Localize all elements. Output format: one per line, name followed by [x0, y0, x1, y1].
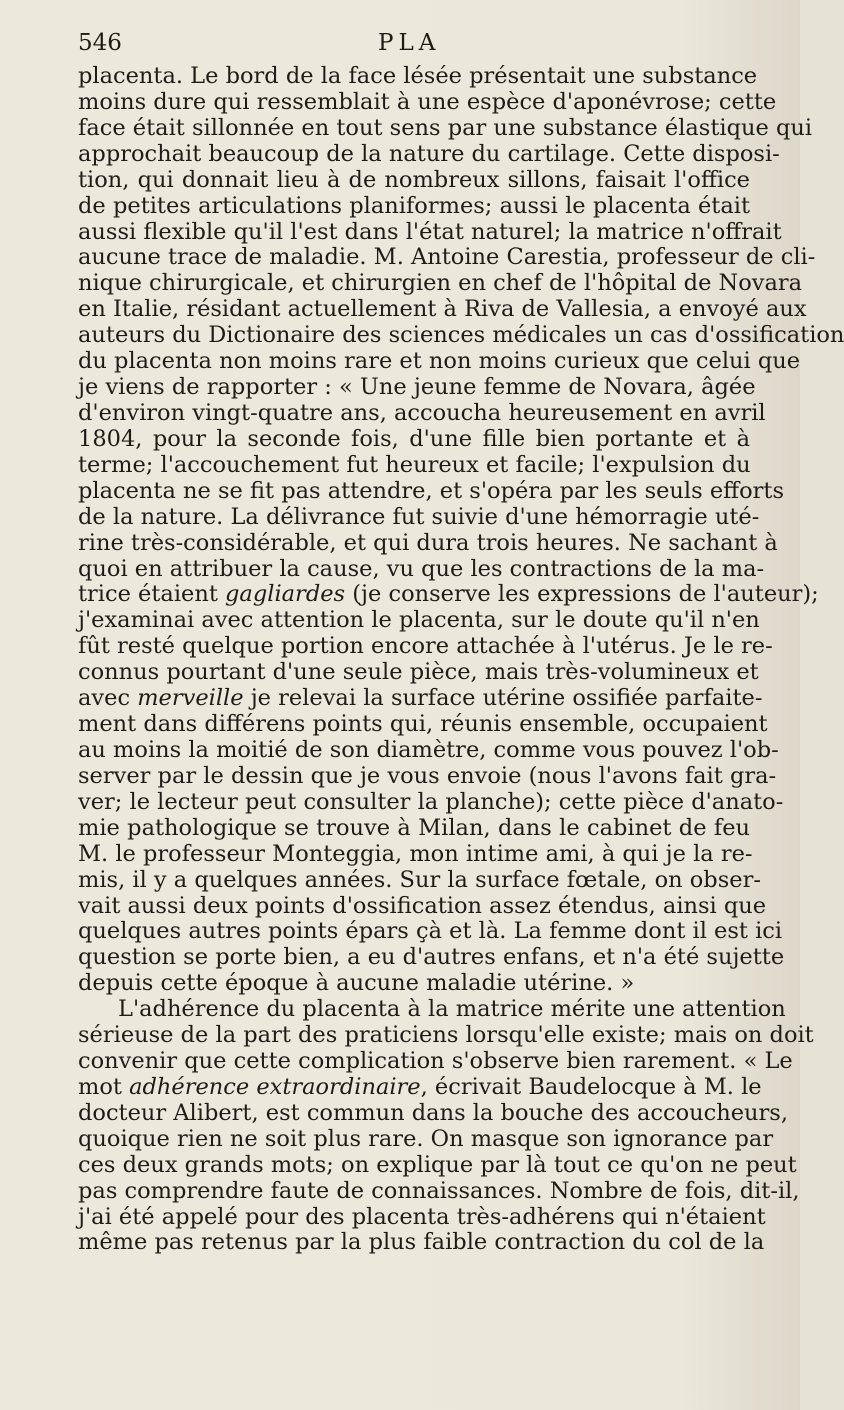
text-line: quelques autres points épars çà et là. La femme dont il est ici [78, 918, 783, 945]
text-line: aussi flexible qu'il l'est dans l'état naturel; la matrice n'offrait [78, 218, 782, 245]
text-line: approchait beaucoup de la nature du cartilage. Cette disposi- [78, 140, 780, 167]
text-line: quoi en attribuer la cause, vu que les contractions de la ma- [78, 555, 765, 582]
text-line: pas comprendre faute de connaissances. Nombre de fois, dit-il, [78, 1177, 800, 1204]
text-line: sérieuse de la part des praticiens lorsqu'elle existe; mais on doit [78, 1022, 814, 1049]
text-line: de la nature. La délivrance fut suivie d'une hémorragie uté- [78, 503, 760, 530]
text-segment: avec [78, 685, 138, 712]
text-line: placenta. Le bord de la face lésée présentait une substance [78, 63, 758, 89]
text-line: 1804, pour la seconde fois, d'une fille bien portante et à [78, 425, 750, 452]
text-line: depuis cette époque à aucune maladie utérine. » [78, 970, 635, 997]
text-line: j'examinai avec attention le placenta, sur le doute qu'il n'en [78, 607, 760, 634]
text-line [78, 581, 819, 608]
text-line: L'adhérence du placenta à la matrice mérite une attention [118, 996, 786, 1023]
text-line: en Italie, résidant actuellement à Riva de Vallesia, a envoyé aux [78, 296, 807, 323]
running-head [78, 30, 750, 64]
text-line: server par le dessin que je vous envoie (nous l'avons fait gra- [78, 762, 777, 789]
italic-phrase: adhérence extraordinaire [129, 1073, 421, 1100]
text-line: mis, il y a quelques années. Sur la surface fœtale, on obser- [78, 866, 761, 893]
text-line: docteur Alibert, est commun dans la bouche des accoucheurs, [78, 1099, 788, 1126]
text-line [78, 1073, 762, 1101]
text-line: quoique rien ne soit plus rare. On masque son ignorance par [78, 1125, 774, 1152]
text-line: de petites articulations planiformes; aussi le placenta était [78, 192, 750, 219]
text-line: tion, qui donnait lieu à de nombreux sillons, faisait l'office [78, 166, 750, 193]
text-segment: (je conserve les expressions de l'auteur); [345, 581, 819, 608]
text-segment: je relevai la surface utérine ossifiée parfaite- [243, 685, 763, 712]
text-line: moins dure qui ressemblait à une espèce d'aponévrose; cette [78, 88, 777, 115]
text-line: aucune trace de maladie. M. Antoine Carestia, professeur de cli- [78, 244, 816, 271]
text-line [78, 685, 763, 712]
text-line: question se porte bien, a eu d'autres enfans, et n'a été sujette [78, 944, 785, 971]
text-line: convenir que cette complication s'observe bien rarement. « Le [78, 1048, 793, 1075]
text-line: ver; le lecteur peut consulter la planche); cette pièce d'anato- [78, 788, 784, 815]
text-line: face était sillonnée en tout sens par une substance élastique qui [78, 114, 813, 141]
text-line: rine très-considérable, et qui dura trois heures. Ne sachant à [78, 529, 778, 556]
text-line: du placenta non moins rare et non moins curieux que celui que [78, 348, 801, 375]
text-line: d'environ vingt-quatre ans, accoucha heureusement en avril [78, 399, 766, 426]
text-line: nique chirurgicale, et chirurgien en chef de l'hôpital de Novara [78, 270, 803, 297]
text-line: ment dans différens points qui, réunis ensemble, occupaient [78, 711, 768, 738]
text-line: connus pourtant d'une seule pièce, mais très-volumineux et [78, 659, 759, 686]
text-line: ces deux grands mots; on explique par là tout ce qu'on ne peut [78, 1151, 797, 1178]
text-segment: , écrivait Baudelocque à M. le [420, 1073, 762, 1100]
text-line: je viens de rapporter : « Une jeune femme de Novara, âgée [78, 374, 756, 401]
text-line: vait aussi deux points d'ossification assez étendus, ainsi que [78, 892, 767, 919]
text-line: mie pathologique se trouve à Milan, dans le cabinet de feu [78, 814, 750, 841]
text-line: terme; l'accouchement fut heureux et facile; l'expulsion du [78, 451, 751, 478]
running-title: PLA [378, 30, 441, 56]
text-line: même pas retenus par la plus faible contraction du col de la [78, 1229, 765, 1256]
text-line: fût resté quelque portion encore attachée à l'utérus. Je le re- [78, 633, 773, 660]
italic-phrase: gagliardes [225, 581, 346, 608]
italic-phrase: merveille [137, 685, 244, 712]
text-line: M. le professeur Monteggia, mon intime ami, à qui je la re- [78, 840, 753, 867]
text-line: j'ai été appelé pour des placenta très-adhérens qui n'étaient [78, 1203, 766, 1230]
text-line: placenta ne se fit pas attendre, et s'opéra par les seuls efforts [78, 477, 785, 504]
page-number: 546 [78, 30, 122, 56]
text-line: au moins la moitié de son diamètre, comme vous pouvez l'ob- [78, 736, 779, 763]
text-line: auteurs du Dictionaire des sciences médicales un cas d'ossification [78, 322, 844, 349]
text-segment: mot [78, 1073, 130, 1100]
text-segment: trice étaient [78, 581, 226, 608]
body-text [78, 63, 844, 1256]
